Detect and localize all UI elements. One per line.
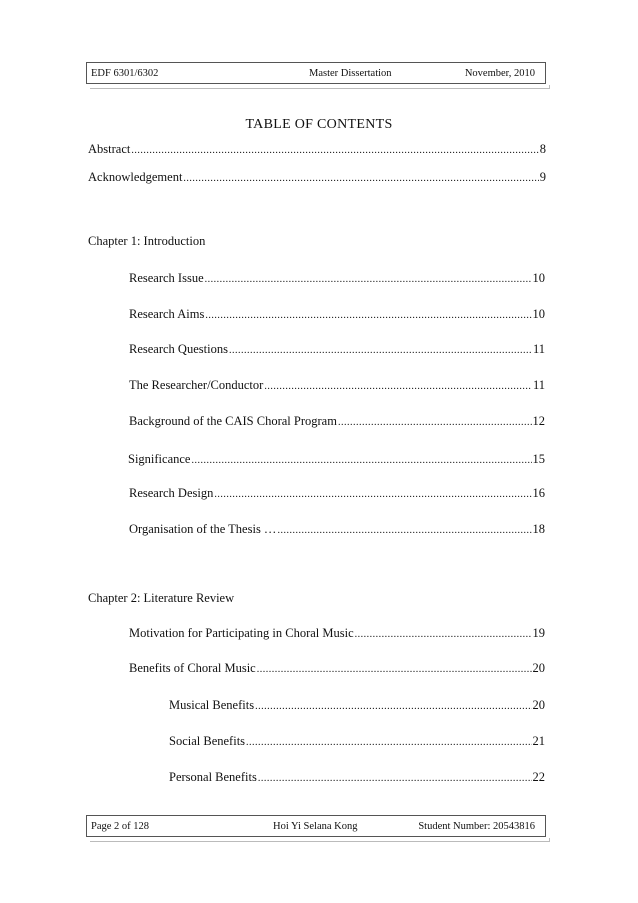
toc-leader-dots <box>191 455 531 466</box>
toc-leader-dots <box>264 381 532 392</box>
footer-page-number: Page 2 of 128 <box>91 820 150 832</box>
toc-entry-label: Benefits of Choral Music <box>129 661 256 675</box>
toc-entry-label: Acknowledgement <box>88 170 183 184</box>
footer-shadow <box>90 838 550 842</box>
toc-leader-dots <box>131 145 538 156</box>
toc-entry-page: 8 <box>539 142 546 156</box>
header-document-type: Master Dissertation <box>309 67 392 79</box>
toc-entry-label: Personal Benefits <box>169 770 257 784</box>
toc-leader-dots <box>338 417 532 428</box>
toc-entry-page: 10 <box>532 307 545 321</box>
toc-leader-dots <box>255 701 531 712</box>
toc-subentry-social-benefits[interactable] <box>169 734 545 750</box>
toc-entry-acknowledgement[interactable] <box>88 170 546 186</box>
toc-leader-dots <box>257 664 532 675</box>
toc-entry-label: Background of the CAIS Choral Program <box>129 414 337 428</box>
toc-entry-label: Motivation for Participating in Choral Music <box>129 626 354 640</box>
toc-entry-label: Organisation of the Thesis … <box>129 522 277 536</box>
header-course-code: EDF 6301/6302 <box>91 67 159 79</box>
toc-entry-background-cais[interactable] <box>129 414 545 430</box>
toc-entry-researcher-conductor[interactable] <box>129 378 545 394</box>
toc-entry-research-questions[interactable] <box>129 342 545 358</box>
toc-title: TABLE OF CONTENTS <box>245 117 393 132</box>
toc-entry-label: Abstract <box>88 142 131 156</box>
toc-entry-research-aims[interactable] <box>129 307 545 323</box>
toc-subentry-personal-benefits[interactable] <box>169 770 545 786</box>
toc-leader-dots <box>214 489 531 500</box>
toc-entry-page: 12 <box>532 414 545 428</box>
toc-entry-page: 20 <box>532 698 545 712</box>
toc-entry-research-design[interactable] <box>129 486 545 502</box>
toc-entry-page: 16 <box>532 486 545 500</box>
toc-entry-page: 10 <box>532 271 545 285</box>
toc-entry-label: Research Questions <box>129 342 228 356</box>
page-footer <box>86 815 546 837</box>
page-header <box>86 62 546 84</box>
toc-entry-page: 21 <box>532 734 545 748</box>
toc-entry-page: 15 <box>532 452 545 466</box>
toc-leader-dots <box>205 310 531 321</box>
chapter-1-heading[interactable]: Chapter 1: Introduction <box>88 234 206 248</box>
toc-leader-dots <box>205 274 532 285</box>
toc-entry-page: 11 <box>532 378 545 392</box>
chapter-2-heading[interactable]: Chapter 2: Literature Review <box>88 591 235 605</box>
toc-entry-page: 9 <box>539 170 546 184</box>
toc-leader-dots <box>229 345 532 356</box>
toc-subentry-musical-benefits[interactable] <box>169 698 545 714</box>
toc-entry-label: Research Aims <box>129 307 205 321</box>
toc-entry-organisation-thesis[interactable] <box>129 522 545 538</box>
toc-entry-label: Musical Benefits <box>169 698 255 712</box>
toc-entry-significance[interactable] <box>128 452 545 468</box>
header-shadow <box>90 85 550 89</box>
toc-entry-label: The Researcher/Conductor <box>129 378 264 392</box>
toc-entry-research-issue[interactable] <box>129 271 545 287</box>
toc-entry-page: 19 <box>532 626 545 640</box>
header-date: November, 2010 <box>464 67 535 79</box>
footer-student-number: Student Number: 20543816 <box>418 820 535 832</box>
toc-entry-label: Significance <box>128 452 191 466</box>
toc-leader-dots <box>258 773 532 784</box>
toc-entry-page: 22 <box>532 770 545 784</box>
toc-entry-benefits-choral[interactable] <box>129 661 545 677</box>
toc-entry-page: 11 <box>532 342 545 356</box>
toc-leader-dots <box>355 629 532 640</box>
toc-entry-motivation[interactable] <box>129 626 545 642</box>
toc-entry-page: 18 <box>532 522 545 536</box>
toc-entry-abstract[interactable] <box>88 142 546 158</box>
toc-leader-dots <box>277 525 531 536</box>
toc-entry-page: 20 <box>532 661 545 675</box>
footer-author: Hoi Yi Selana Kong <box>273 820 358 832</box>
toc-entry-label: Social Benefits <box>169 734 246 748</box>
toc-entry-label: Research Design <box>129 486 214 500</box>
toc-leader-dots <box>246 737 531 748</box>
toc-entry-label: Research Issue <box>129 271 204 285</box>
toc-leader-dots <box>183 173 538 184</box>
